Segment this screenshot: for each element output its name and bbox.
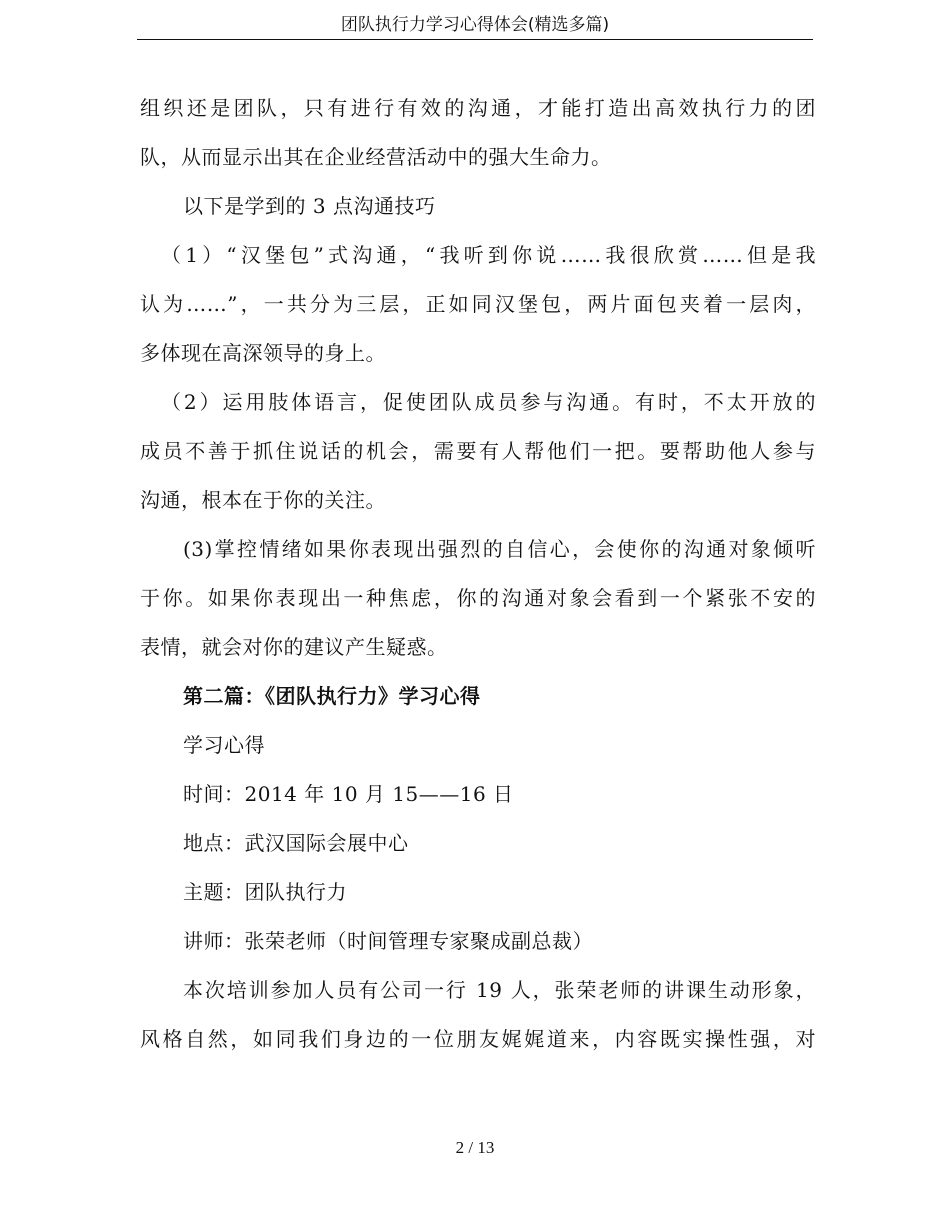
paragraph-line: 于你。如果你表现出一种焦虑，你的沟通对象会看到一个紧张不安的 [140,586,816,610]
info-time: 时间：2014 年 10 月 15——16 日 [183,782,514,806]
list-item-1: （1）“汉堡包”式沟通，“我听到你说……我很欣赏……但是我 [161,243,816,267]
paragraph-line: 沟通，根本在于你的关注。 [140,488,386,512]
paragraph-line: 表情，就会对你的建议产生疑惑。 [140,635,448,659]
list-item-2: （2）运用肢体语言，促使团队成员参与沟通。有时，不太开放的 [161,390,816,414]
paragraph-line: 以下是学到的 3 点沟通技巧 [183,194,436,218]
info-location: 地点：武汉国际会展中心 [183,831,409,855]
paragraph-line: 风格自然，如同我们身边的一位朋友娓娓道来，内容既实操性强，对 [140,1027,816,1051]
document-body [140,84,816,1064]
paragraph-line: 队，从而显示出其在企业经营活动中的强大生命力。 [140,145,612,169]
paragraph-line: 多体现在高深领导的身上。 [140,341,386,365]
paragraph-line: 本次培训参加人员有公司一行 19 人，张荣老师的讲课生动形象， [183,978,816,1002]
list-item-3: (3)掌控情绪如果你表现出强烈的自信心，会使你的沟通对象倾听 [183,537,816,561]
paragraph-line: 认为……”，一共分为三层，正如同汉堡包，两片面包夹着一层肉， [140,292,816,316]
section-heading: 第二篇：《团队执行力》学习心得 [183,684,481,708]
info-lecturer: 讲师：张荣老师（时间管理专家聚成副总裁） [183,929,593,953]
document-header-title: 团队执行力学习心得体会(精选多篇) [340,15,610,35]
paragraph-line: 组织还是团队，只有进行有效的沟通，才能打造出高效执行力的团 [140,96,816,120]
paragraph-line: 成员不善于抓住说话的机会，需要有人帮他们一把。要帮助他人参与 [140,439,816,463]
info-topic: 主题：团队执行力 [183,880,347,904]
page-number: 2 / 13 [455,1138,495,1157]
paragraph-line: 学习心得 [183,733,265,757]
header-divider [137,39,813,40]
